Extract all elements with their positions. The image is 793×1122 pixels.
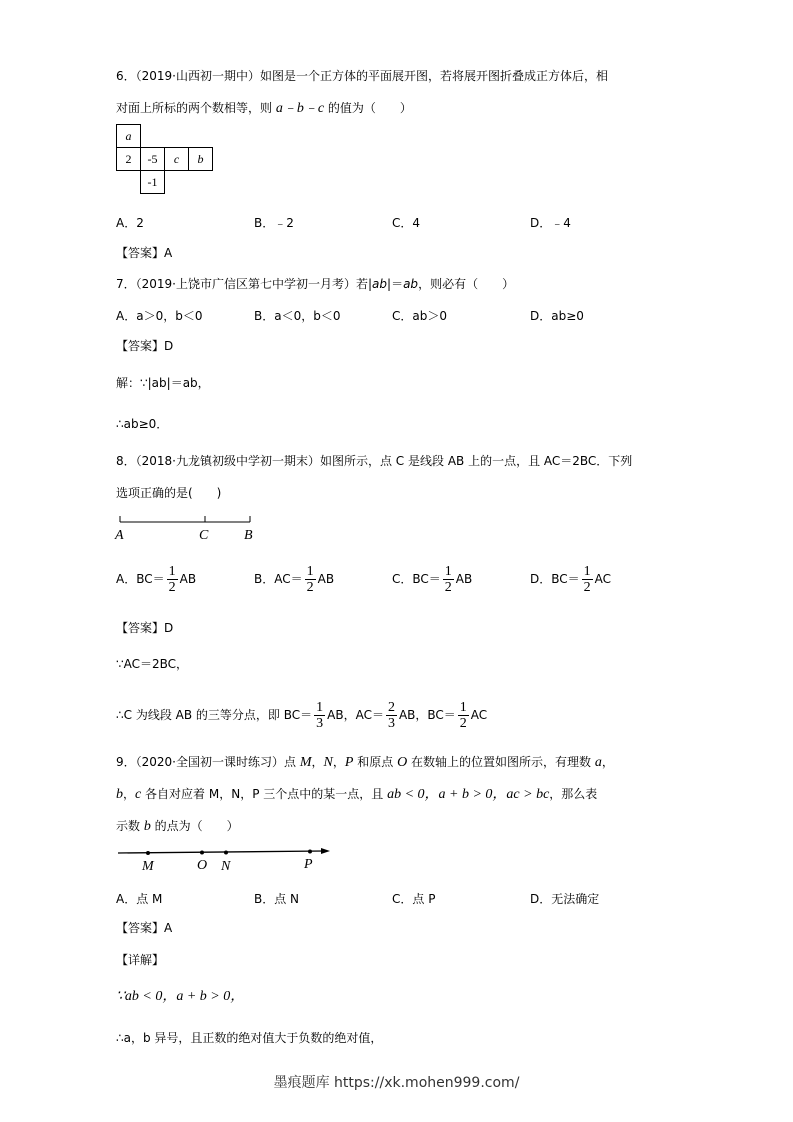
stem-text: ，那么表 — [549, 787, 598, 801]
var-n: N — [323, 755, 333, 770]
denominator: 2 — [583, 580, 591, 595]
stem-sep: ， — [332, 755, 345, 769]
stem-sep: ， — [311, 755, 324, 769]
fraction — [314, 700, 325, 731]
net-cell-neg1: -1 — [141, 171, 165, 194]
q6-stem-line1: 6．（2019·山西初一期中）如图是一个正方体的平面展开图，若将展开图折叠成正方体后，相 — [116, 69, 608, 83]
label-p: P — [304, 857, 313, 872]
fraction — [167, 564, 178, 595]
q9-stem-line2 — [116, 786, 597, 803]
stem-sep: ， — [123, 787, 136, 801]
q6-option-c: C．4 — [392, 216, 421, 230]
stem-text: 各自对应着 M，N，P 三个点中的某一点，且 — [141, 787, 388, 801]
q8-option-a — [116, 564, 196, 595]
option-prefix: D．BC＝ — [530, 572, 580, 586]
solution-text: AB，BC＝ — [398, 708, 456, 722]
var-b: b — [143, 819, 151, 834]
q9-stem-line1 — [116, 754, 614, 771]
cube-net-figure — [116, 124, 213, 194]
label-o: O — [197, 858, 208, 873]
option-prefix: A．BC＝ — [116, 572, 165, 586]
denominator: 3 — [387, 716, 395, 731]
var-a: a — [594, 755, 602, 770]
option-suffix: AB — [179, 572, 197, 586]
stem-text: 的点为（ ） — [150, 819, 239, 833]
stem-text: 和原点 — [353, 755, 398, 769]
q8-option-b — [254, 564, 334, 595]
q7-stem-eq: |＝ — [387, 277, 404, 291]
q8-option-c — [392, 564, 472, 595]
q7-ab-2: ab — [403, 277, 419, 291]
fraction — [305, 564, 316, 595]
q9-condition: ab < 0，a + b > 0，ac > bc — [387, 787, 550, 802]
q9-stem-line3 — [116, 818, 239, 835]
denominator: 2 — [168, 580, 176, 595]
q7-option-a: A．a＞0，b＜0 — [116, 309, 203, 323]
q6-option-b: B．﹣2 — [254, 216, 294, 230]
q7-solution-line2: ∴ab≥0． — [116, 417, 169, 431]
q9-solution-line1 — [116, 988, 244, 1005]
solution-text: AC — [470, 708, 488, 722]
option-suffix: AB — [455, 572, 473, 586]
q9-option-c: C．点 P — [392, 892, 436, 906]
net-cell-neg5: -5 — [141, 148, 165, 171]
solution-text: ∵ab < 0，a + b > 0， — [116, 989, 245, 1004]
stem-text: 示数 — [116, 819, 144, 833]
q7-option-c: C．ab＞0 — [392, 309, 447, 323]
fraction — [443, 564, 454, 595]
number-line-figure — [112, 844, 342, 874]
numerator: 2 — [387, 700, 395, 715]
numerator: 1 — [316, 700, 324, 715]
fraction — [386, 700, 397, 731]
q6-option-a: A．2 — [116, 216, 144, 230]
label-n: N — [221, 859, 231, 874]
var-o: O — [397, 755, 408, 770]
numerator: 1 — [459, 700, 467, 715]
q6-stem-text: 对面上所标的两个数相等，则 — [116, 101, 276, 115]
option-suffix: AC — [594, 572, 612, 586]
q8-stem-line1: 8．（2018·九龙镇初级中学初一期末）如图所示，点 C 是线段 AB 上的一点，且 AC＝2BC．下列 — [116, 454, 633, 468]
axis-arrow-icon — [321, 848, 330, 854]
q6-option-d: D．﹣4 — [530, 216, 571, 230]
denominator: 2 — [306, 580, 314, 595]
label-m: M — [142, 859, 154, 874]
q8-stem-line2: 选项正确的是( ) — [116, 486, 222, 500]
numerator: 1 — [444, 564, 452, 579]
solution-text: AB，AC＝ — [327, 708, 384, 722]
point-n — [224, 851, 228, 855]
net-cell-a: a — [117, 125, 141, 148]
stem-text: 9．（2020·全国初一课时练习）点 — [116, 755, 300, 769]
denominator: 2 — [459, 716, 467, 731]
net-cell-b: b — [189, 148, 213, 171]
point-o — [200, 851, 204, 855]
q7-stem-text: 7．（2019·上饶市广信区第七中学初一月考）若| — [116, 277, 373, 291]
q9-option-d: D．无法确定 — [530, 892, 600, 906]
option-prefix: B．AC＝ — [254, 572, 303, 586]
var-c: c — [135, 787, 142, 802]
q6-expression: a﹣b﹣c — [275, 101, 325, 116]
fraction — [458, 700, 469, 731]
label-b: B — [244, 528, 253, 543]
q7-solution-line1: 解：∵|ab|＝ab， — [116, 376, 210, 390]
numerator: 1 — [583, 564, 591, 579]
q6-stem-tail: 的值为（ ） — [324, 101, 412, 115]
q6-stem-line2 — [116, 100, 412, 117]
net-cell-c: c — [165, 148, 189, 171]
segment-figure — [112, 512, 272, 544]
q8-solution-line1: ∵AC＝2BC， — [116, 657, 189, 671]
var-b: b — [116, 787, 123, 802]
q9-solution-line2: ∴a，b 异号，且正数的绝对值大于负数的绝对值， — [116, 1031, 383, 1045]
point-m — [146, 851, 150, 855]
stem-text: 在数轴上的位置如图所示，有理数 — [407, 755, 595, 769]
q9-detail-heading: 【详解】 — [116, 953, 165, 967]
q9-option-b: B．点 N — [254, 892, 300, 906]
numerator: 1 — [306, 564, 314, 579]
q8-option-d — [530, 564, 611, 595]
label-a: A — [115, 528, 124, 543]
label-c: C — [199, 528, 209, 543]
q7-option-b: B．a＜0，b＜0 — [254, 309, 341, 323]
option-suffix: AB — [317, 572, 335, 586]
stem-text: ， — [601, 755, 614, 769]
q8-solution-line2 — [116, 700, 487, 731]
q7-answer: 【答案】D — [116, 339, 174, 353]
denominator: 2 — [444, 580, 452, 595]
denominator: 3 — [316, 716, 324, 731]
var-p: P — [344, 755, 354, 770]
footer-watermark-link[interactable]: 墨痕题库 https://xk.mohen999.com/ — [273, 1075, 520, 1091]
solution-text: ∴C 为线段 AB 的三等分点，即 BC＝ — [116, 708, 313, 722]
q8-answer: 【答案】D — [116, 621, 174, 635]
q7-ab: ab — [372, 277, 388, 291]
q7-stem-tail: ，则必有（ ） — [418, 277, 515, 291]
fraction — [582, 564, 593, 595]
q9-answer: 【答案】A — [116, 921, 173, 935]
numerator: 1 — [168, 564, 176, 579]
q7-stem — [116, 276, 514, 292]
option-prefix: C．BC＝ — [392, 572, 441, 586]
q6-answer: 【答案】A — [116, 246, 173, 260]
var-m: M — [299, 755, 312, 770]
point-p — [308, 850, 312, 854]
q7-option-d: D．ab≥0 — [530, 309, 584, 323]
q9-option-a: A．点 M — [116, 892, 163, 906]
net-cell-2: 2 — [117, 148, 141, 171]
